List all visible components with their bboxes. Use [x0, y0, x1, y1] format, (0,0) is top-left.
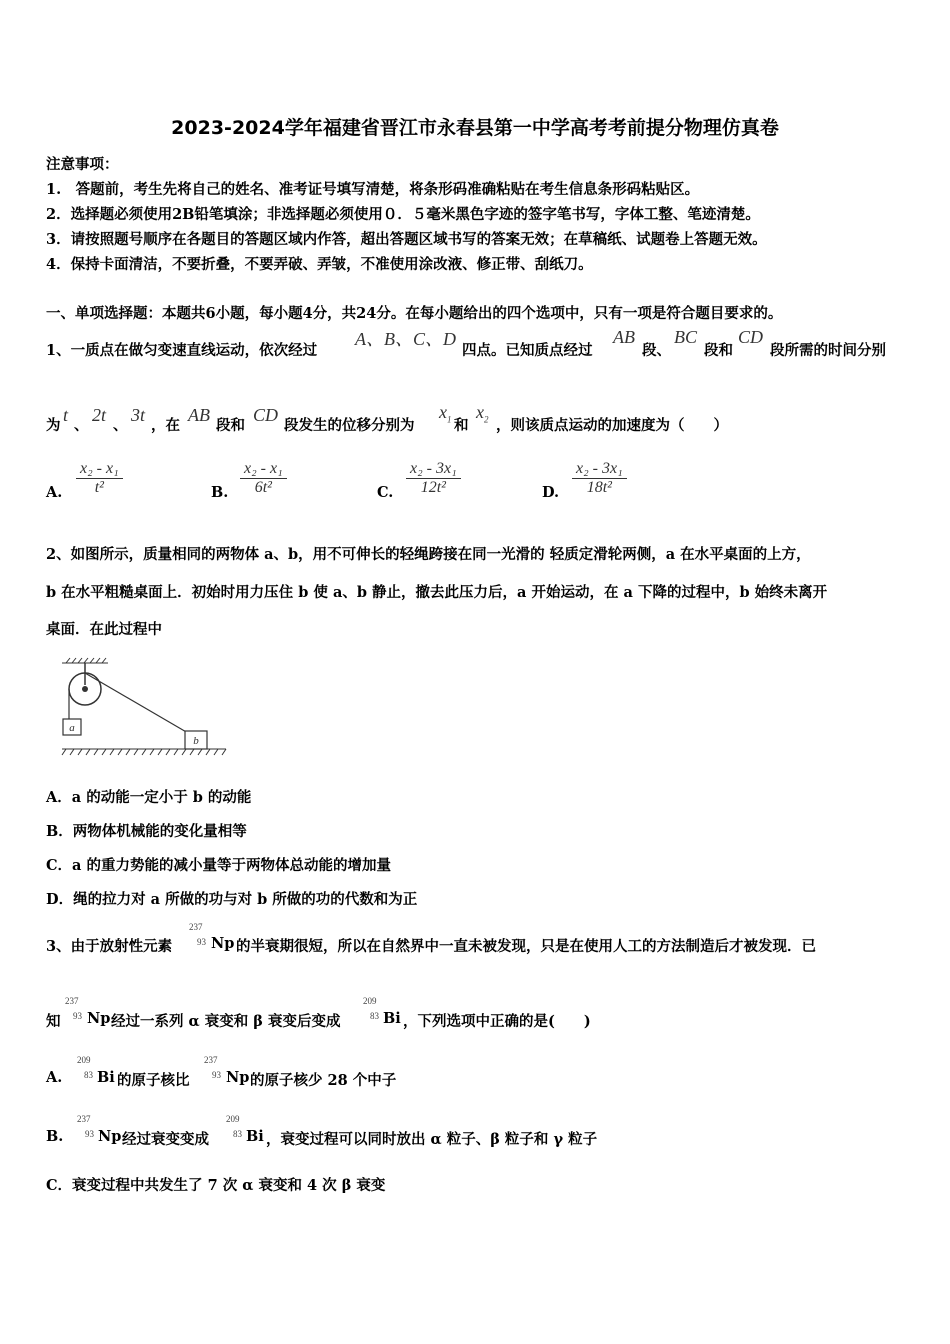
option-a-fraction — [76, 460, 123, 497]
q1-text: 段所需的时间分别 — [770, 342, 886, 359]
nuclide-charge: 93 — [197, 937, 206, 947]
q1-text: 1、一质点在做匀变速直线运动，依次经过 — [46, 342, 318, 359]
ceiling-hatch — [62, 658, 108, 663]
q2-text: 2、如图所示，质量相同的两物体 a、b，用不可伸长的轻绳跨接在同一光滑的 轻质定滑轮两侧，a 在水平桌面的上方， — [46, 546, 811, 563]
section-heading: 一、单项选择题：本题共6小题，每小题4分，共24分。在每小题给出的四个选项中，只有一项是符合题目要求的。 — [46, 305, 783, 322]
option-b-fraction — [240, 460, 287, 497]
q1-text: 为 — [46, 417, 61, 434]
notice-item: 2．选择题必须使用2B铅笔填涂；非选择题必须使用０．５毫米黑色字迹的签字笔书写，字体工整、笔迹清楚。 — [46, 206, 760, 223]
fraction-numerator: x₂ - 3x₁ — [576, 460, 623, 477]
page-title: 2023-2024学年福建省晋江市永春县第一中学高考考前提分物理仿真卷 — [171, 117, 779, 139]
block-a-label: a — [69, 722, 75, 734]
nuclide-symbol: Bi — [383, 1010, 401, 1027]
q1-segment-bc: BC — [674, 327, 698, 347]
q1-time: t — [63, 405, 69, 425]
q1-segment-cd: CD — [253, 405, 279, 425]
q1-text: 、 — [74, 417, 89, 434]
option-c-fraction — [406, 460, 461, 497]
q1-text: 段、 — [642, 342, 671, 359]
nuclide-mass: 237 — [65, 996, 79, 1006]
nuclide-mass: 237 — [204, 1055, 218, 1065]
option-label[interactable]: B. — [211, 484, 229, 501]
notice-heading: 注意事项： — [46, 156, 119, 173]
q1-x1: $x_1$ — [439, 402, 452, 425]
q2-option-c[interactable]: C．a 的重力势能的减小量等于两物体总动能的增加量 — [46, 857, 391, 874]
fraction-denominator: 12t² — [406, 478, 461, 497]
q3-text: ，下列选项中正确的是( ) — [403, 1013, 591, 1030]
q3-text: 知 — [46, 1013, 61, 1030]
nuclide-charge: 93 — [73, 1011, 82, 1021]
nuclide-mass: 237 — [189, 922, 203, 932]
nuclide-symbol: Np — [98, 1128, 122, 1145]
q3-text: 3、由于放射性元素 — [46, 938, 173, 955]
block-b-label: b — [193, 735, 199, 747]
q2-option-d[interactable]: D．绳的拉力对 a 所做的功与对 b 所做的功的代数和为正 — [46, 891, 418, 908]
q1-text: 、 — [113, 417, 128, 434]
q1-text: 段发生的位移分别为 — [284, 417, 415, 434]
notice-item: 1. 答题前，考生先将自己的姓名、准考证号填写清楚，将条形码准确粘贴在考生信息条形码粘贴区。 — [46, 181, 700, 198]
q1-segment-cd: CD — [738, 327, 764, 347]
nuclide-charge: 83 — [84, 1070, 93, 1080]
pulley-axle — [82, 686, 88, 692]
nuclide-charge: 83 — [370, 1011, 379, 1021]
q1-segment-ab: AB — [613, 327, 635, 347]
nuclide-mass: 209 — [226, 1114, 240, 1124]
notice-item: 4．保持卡面清洁，不要折叠，不要弄破、弄皱，不准使用涂改液、修正带、刮纸刀。 — [46, 256, 593, 273]
option-label[interactable]: C. — [377, 484, 394, 501]
q1-text: 和 — [454, 417, 469, 434]
fraction-numerator: x₂ - 3x₁ — [410, 460, 457, 477]
q3-option-text[interactable]: 的原子核比 — [117, 1072, 190, 1089]
nuclide-symbol: Bi — [246, 1128, 264, 1145]
fraction-denominator: t² — [76, 478, 123, 497]
option-label[interactable]: B. — [46, 1128, 64, 1145]
option-label[interactable]: A. — [46, 484, 63, 501]
option-label[interactable]: A. — [46, 1069, 63, 1086]
q2-text: b 在水平粗糙桌面上．初始时用力压住 b 使 a、b 静止，撤去此压力后，a 开始运动，在 a 下降的过程中，b 始终未离开 — [46, 584, 828, 601]
q1-text: 段和 — [216, 417, 245, 434]
q1-time: 2t — [92, 405, 107, 425]
nuclide-mass: 209 — [363, 996, 377, 1006]
nuclide-mass: 209 — [77, 1055, 91, 1065]
q1-x2: $x_2$ — [476, 402, 489, 425]
nuclide-charge: 83 — [233, 1129, 242, 1139]
q3-option-text[interactable]: 的原子核少 28 个中子 — [250, 1072, 397, 1089]
rope-to-b — [85, 673, 188, 733]
nuclide-symbol: Np — [211, 935, 235, 952]
pulley-diagram — [60, 657, 230, 761]
nuclide-symbol: Np — [226, 1069, 250, 1086]
q1-time: 3t — [131, 405, 146, 425]
q1-text: 段和 — [704, 342, 733, 359]
q1-points: A、B、C、D — [355, 329, 456, 349]
q3-text: 的半衰期很短，所以在自然界中一直未被发现，只是在使用人工的方法制造后才被发现．已 — [236, 938, 816, 955]
q1-text: ，则该质点运动的加速度为（ ） — [496, 417, 728, 434]
notice-item: 3．请按照题号顺序在各题目的答题区域内作答，超出答题区域书写的答案无效；在草稿纸、试题卷上答题无效。 — [46, 231, 767, 248]
q2-option-b[interactable]: B．两物体机械能的变化量相等 — [46, 823, 247, 840]
fraction-numerator: x₂ - x₁ — [244, 460, 283, 477]
nuclide-symbol: Np — [87, 1010, 111, 1027]
table-hatch — [62, 749, 226, 755]
fraction-denominator: 18t² — [572, 478, 627, 497]
q2-text: 桌面．在此过程中 — [46, 621, 162, 638]
nuclide-symbol: Bi — [97, 1069, 115, 1086]
q1-text: ，在 — [151, 417, 180, 434]
q3-text: 经过一系列 α 衰变和 β 衰变后变成 — [111, 1013, 341, 1030]
q1-segment-ab: AB — [188, 405, 210, 425]
option-label[interactable]: D. — [542, 484, 560, 501]
fraction-numerator: x₂ - x₁ — [80, 460, 119, 477]
nuclide-charge: 93 — [85, 1129, 94, 1139]
q3-option-text[interactable]: 经过衰变变成 — [122, 1131, 209, 1148]
q1-text: 四点。已知质点经过 — [462, 342, 593, 359]
option-d-fraction — [572, 460, 627, 497]
nuclide-mass: 237 — [77, 1114, 91, 1124]
fraction-denominator: 6t² — [240, 478, 287, 497]
q2-option-a[interactable]: A．a 的动能一定小于 b 的动能 — [46, 789, 252, 806]
q3-option-text[interactable]: ，衰变过程可以同时放出 α 粒子、β 粒子和 γ 粒子 — [266, 1131, 598, 1148]
nuclide-charge: 93 — [212, 1070, 221, 1080]
q3-option-c[interactable]: C．衰变过程中共发生了 7 次 α 衰变和 4 次 β 衰变 — [46, 1177, 386, 1194]
